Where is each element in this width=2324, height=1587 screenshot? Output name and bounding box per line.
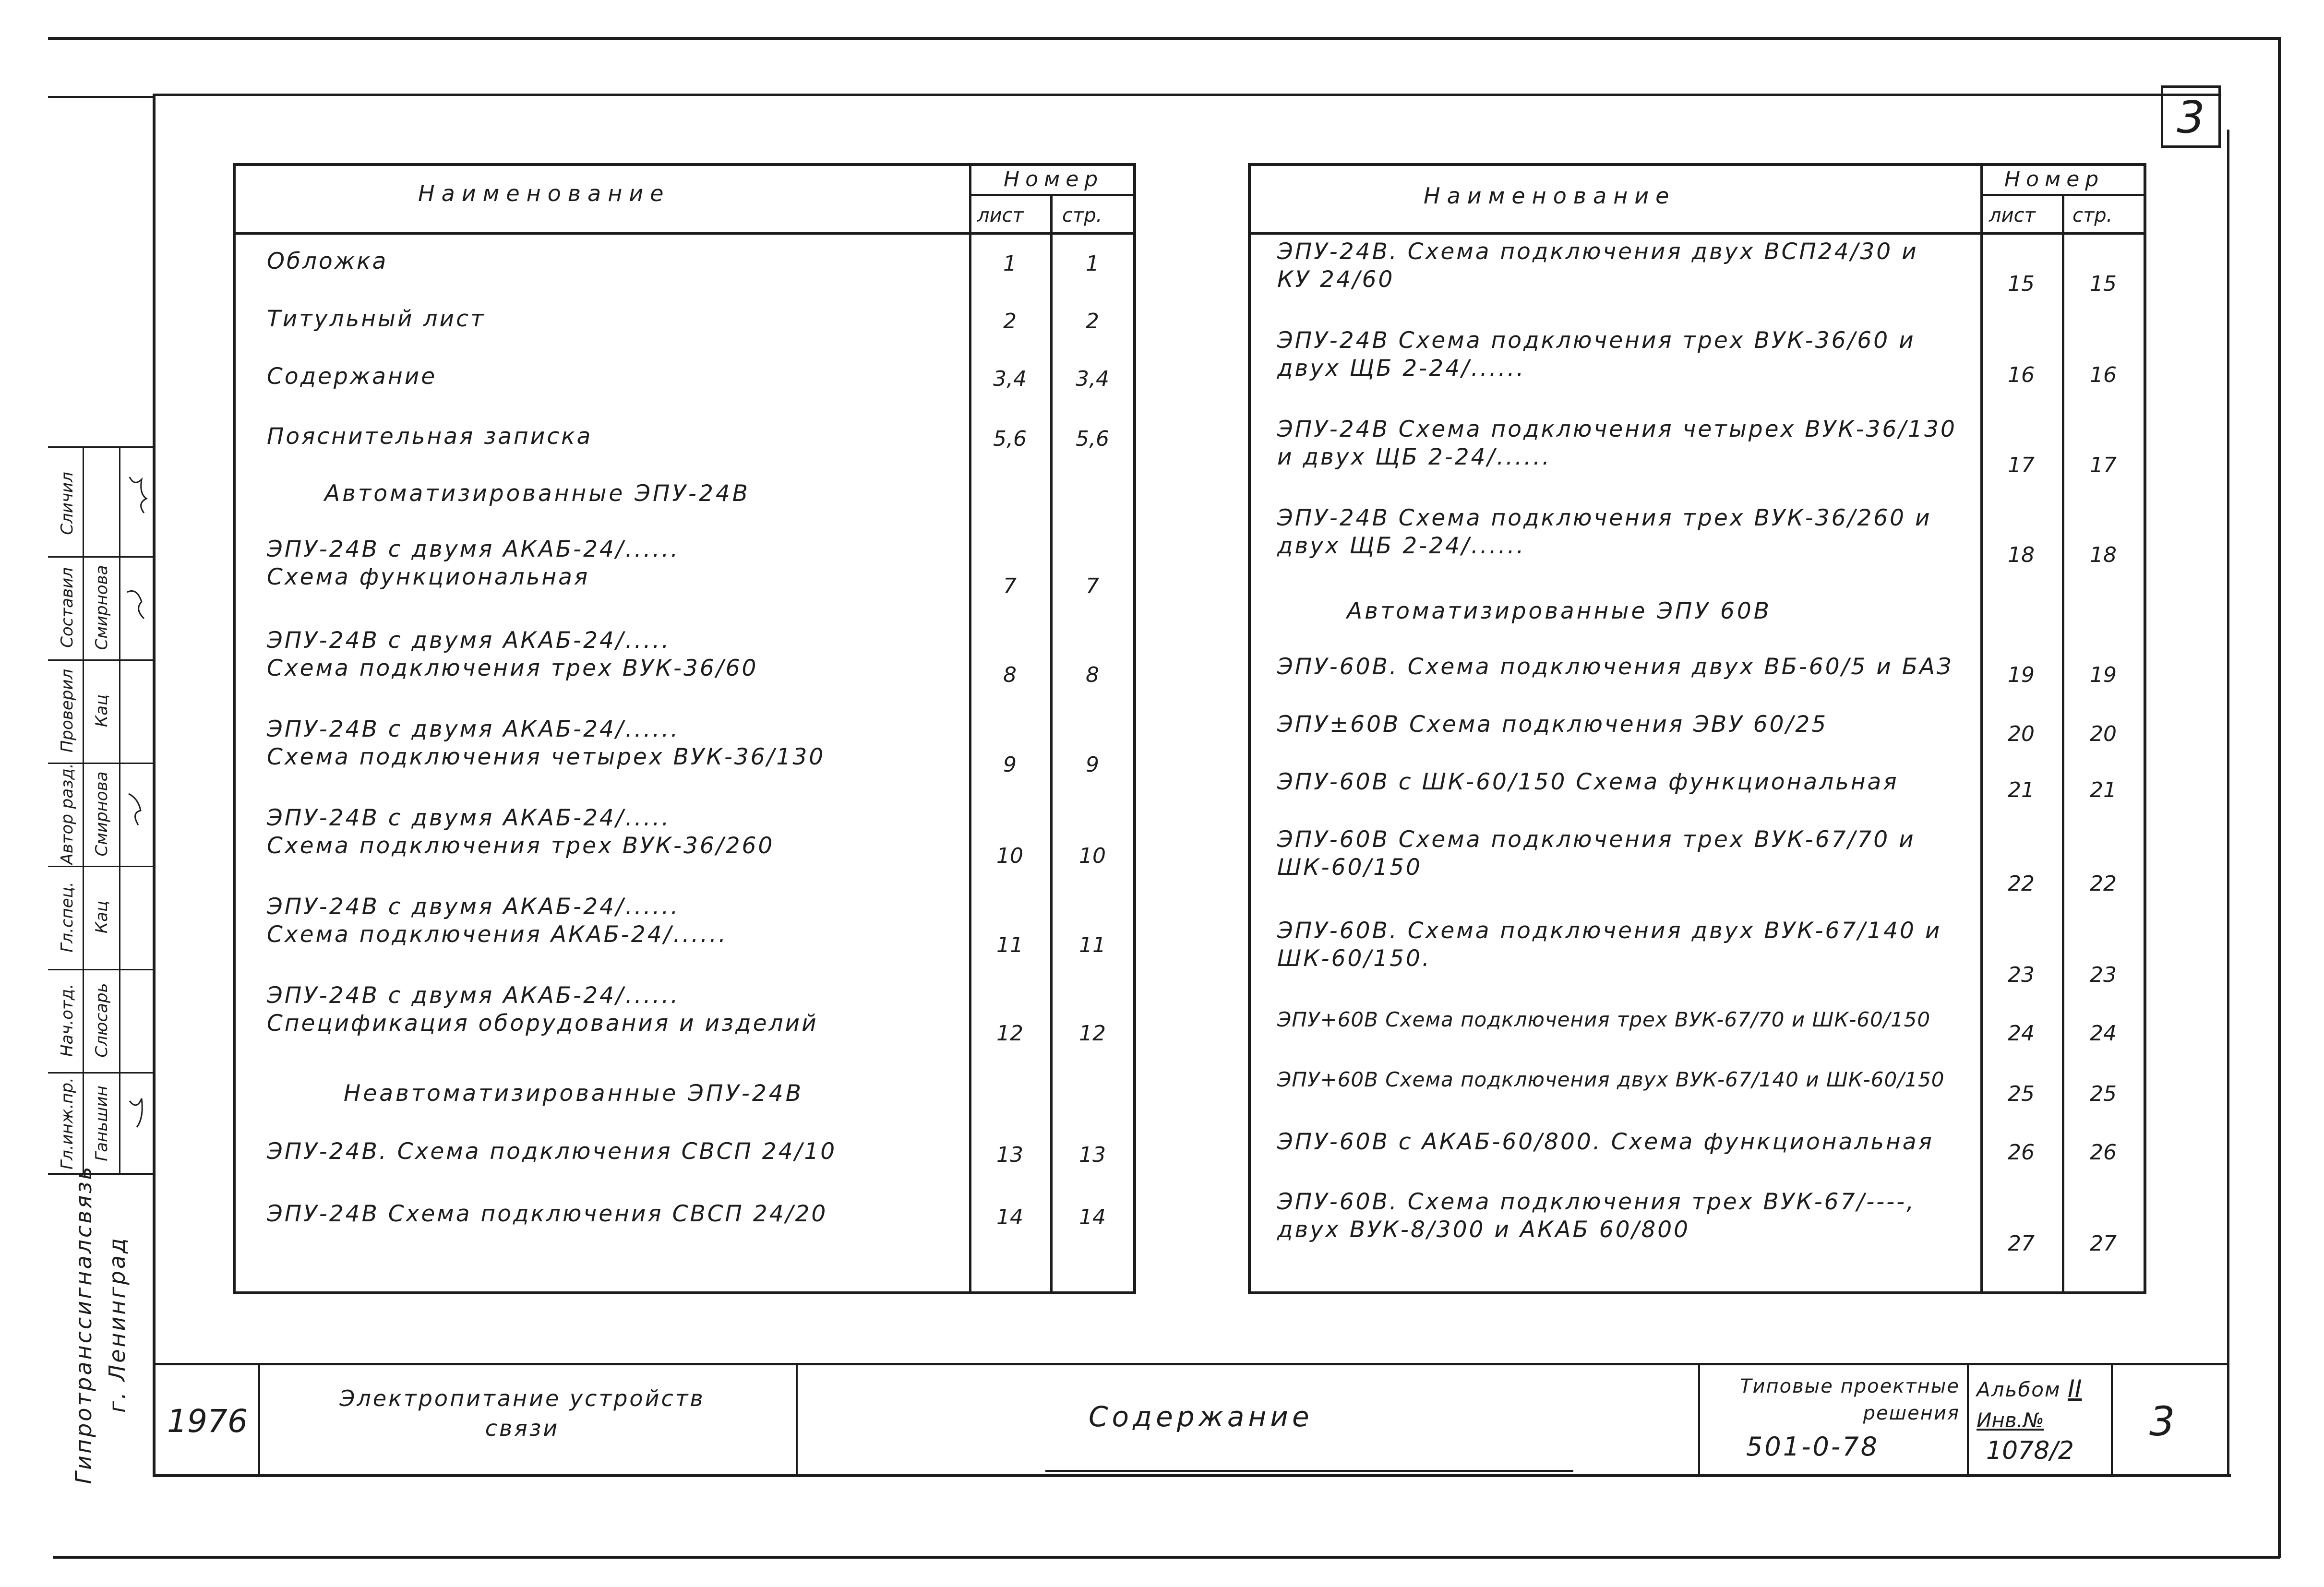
left-row-name: Обложка [267,248,388,274]
document-title: Содержание [1089,1400,1313,1433]
left-row-sheet: 9 [1003,752,1017,777]
right-row-page: 24 [2090,1021,2117,1046]
left-row-sheet: 3,4 [993,367,1027,391]
left-row-sheet: 8 [1003,663,1017,687]
year: 1976 [167,1403,248,1440]
left-row-name: Титульный лист [267,306,486,332]
left-row-page: 5,6 [1076,427,1109,451]
right-row-name: ЭПУ-24В Схема подключения четырех ВУК-36/130 и двух ЩБ 2-24/...... [1277,416,1957,470]
left-row-sheet: 13 [996,1143,1023,1167]
left-col-sheet-line [969,166,971,1291]
left-row-page: 10 [1079,844,1106,868]
top-border-line [48,37,2280,40]
right-row-name: ЭПУ-24В Схема подключения трех ВУК-36/260 и двух ЩБ 2-24/...... [1277,505,1932,559]
title-block-divider [2111,1364,2113,1476]
side-stamp-role: Гл.инж.пр. [58,1077,77,1169]
right-row-sheet: 16 [2008,363,2035,387]
right-header-name: Наименование [1424,183,1676,209]
right-row-sheet: 27 [2008,1231,2035,1256]
title-block-divider [153,1364,154,1476]
right-row-sheet: 15 [2008,272,2035,296]
side-stamp-role: Нач.отд. [58,983,77,1057]
side-stamp-role: Составил [58,567,77,648]
left-section-heading: Неавтоматизированные ЭПУ-24В [344,1080,803,1107]
title-block-divider [1698,1364,1700,1476]
right-header-page: стр. [2072,204,2113,227]
right-row-name: ЭПУ-60В. Схема подключения двух ВБ-60/5 и БАЗ [1277,654,1953,680]
right-row-name: ЭПУ-24В. Схема подключения двух ВСП24/30 и КУ 24/60 [1277,239,1918,293]
right-row-sheet: 17 [2008,453,2035,477]
left-row-name: ЭПУ-24В с двумя АКАБ-24/...... Схема функциональная [267,536,680,590]
side-stamp-name: Ганьшин [92,1086,111,1161]
left-row-name: ЭПУ-24В с двумя АКАБ-24/...... Схема подключения АКАБ-24/...... [267,894,728,948]
left-row-sheet: 7 [1003,574,1017,598]
right-row-sheet: 22 [2008,871,2035,896]
right-row-name: ЭПУ-24В Схема подключения трех ВУК-36/60 и двух ЩБ 2-24/...... [1277,327,1916,382]
side-stamp-name: Кац [92,694,111,728]
side-stamp [48,446,155,1175]
left-row-page: 13 [1079,1143,1106,1167]
side-stamp-extra-role: Сличил [58,472,77,535]
side-stamp-name: Смирнова [92,771,111,857]
right-row-name: ЭПУ-60В с АКАБ-60/800. Схема функциональная [1277,1129,1934,1155]
right-row-page: 18 [2090,543,2117,567]
left-row-sheet: 1 [1003,251,1017,276]
right-row-name: ЭПУ+60В Схема подключения трех ВУК-67/70 и ШК-60/150 [1277,1008,1931,1031]
title-block-divider [258,1364,260,1476]
left-row-page: 1 [1086,251,1099,276]
left-number-sub-line [969,194,1133,196]
right-row-sheet: 25 [2008,1082,2035,1106]
left-row-page: 7 [1086,574,1099,598]
right-row-name: ЭПУ-60В. Схема подключения двух ВУК-67/140 и ШК-60/150. [1277,918,1942,972]
left-row-name: ЭПУ-24В. Схема подключения СВСП 24/10 [267,1138,837,1165]
side-stamp-role: Автор разд. [58,763,77,865]
document-underline [1045,1470,1573,1472]
left-row-page: 2 [1086,309,1099,334]
right-row-name: ЭПУ±60В Схема подключения ЭВУ 60/25 [1277,711,1828,738]
left-row-name: ЭПУ-24В с двумя АКАБ-24/...... Спецификация оборудования и изделий [267,982,818,1037]
right-row-name: ЭПУ-60В Схема подключения трех ВУК-67/70 и ШК-60/150 [1277,826,1916,881]
page-number: 3 [2177,92,2205,143]
left-row-sheet: 14 [996,1205,1023,1229]
right-section-heading: Автоматизированные ЭПУ 60В [1347,598,1772,624]
side-stamp-role: Проверил [58,668,77,753]
left-row-name: Пояснительная записка [267,423,593,450]
bottom-border-line [53,1556,2280,1559]
series-label: Типовые проектные решения [1740,1375,1960,1424]
title-block [153,1364,2231,1476]
left-header-name: Наименование [418,180,671,206]
left-row-page: 11 [1079,933,1106,957]
organization-label-box [48,1165,153,1484]
side-stamp-role: Гл.спец. [58,882,77,953]
left-header-bottom-line [236,232,1133,235]
sheet-number: 3 [2149,1398,2175,1445]
right-row-page: 26 [2090,1140,2117,1165]
right-row-page: 16 [2090,363,2117,387]
inner-frame-right [2227,130,2229,1476]
title-block-divider [1967,1364,1969,1476]
right-header-number: Номер [2004,167,2105,191]
inventory-number: 1078/2 [1986,1436,2074,1465]
left-row-name: Содержание [267,363,437,390]
side-stamp-top-line [48,96,154,98]
right-border-line [2278,37,2281,1558]
right-row-page: 20 [2090,722,2117,746]
right-row-sheet: 20 [2008,722,2035,746]
side-stamp-name: Кац [92,900,111,934]
right-header-sheet: лист [1989,204,2036,227]
album-label: Альбом [1977,1378,2061,1401]
left-row-sheet: 11 [996,933,1023,957]
right-row-sheet: 21 [2008,778,2035,802]
right-header-bottom-line [1251,232,2144,235]
left-row-sheet: 10 [996,844,1023,868]
title-block-divider [796,1364,798,1476]
series-number: 501-0-78 [1746,1432,1880,1462]
left-row-name: ЭПУ-24В Схема подключения СВСП 24/20 [267,1201,828,1227]
right-row-name: ЭПУ-60В. Схема подключения трех ВУК-67/----, двух ВУК-8/300 и АКАБ 60/800 [1277,1189,1916,1243]
right-row-page: 21 [2090,778,2117,802]
inner-frame-top [153,94,2221,96]
right-row-sheet: 26 [2008,1140,2035,1165]
right-row-sheet: 18 [2008,543,2035,567]
side-stamp-name: Слюсарь [92,983,111,1058]
left-col-page-line [1050,194,1053,1291]
page-number-box [2161,85,2221,148]
left-row-sheet: 2 [1003,309,1017,334]
left-row-page: 3,4 [1076,367,1109,391]
right-row-name: ЭПУ-60В с ШК-60/150 Схема функциональная [1277,769,1899,795]
left-row-page: 8 [1086,663,1099,687]
right-row-page: 19 [2090,663,2117,687]
left-section-heading: Автоматизированные ЭПУ-24В [324,480,751,507]
left-row-page: 14 [1079,1205,1106,1229]
organization-label: Гипротранссигналсвязь г. Ленинград [71,1165,130,1484]
right-row-page: 23 [2090,963,2117,987]
right-row-page: 25 [2090,1082,2117,1106]
right-row-sheet: 19 [2008,663,2035,687]
left-row-sheet: 5,6 [993,427,1027,451]
left-row-name: ЭПУ-24В с двумя АКАБ-24/..... Схема подключения трех ВУК-36/60 [267,627,758,681]
left-row-name: ЭПУ-24В с двумя АКАБ-24/..... Схема подключения трех ВУК-36/260 [267,805,775,859]
left-header-page: стр. [1062,204,1102,227]
left-row-sheet: 12 [996,1021,1023,1046]
right-row-name: ЭПУ+60В Схема подключения двух ВУК-67/140 и ШК-60/150 [1277,1068,1945,1091]
right-row-page: 22 [2090,871,2117,896]
left-row-name: ЭПУ-24В с двумя АКАБ-24/...... Схема подключения четырех ВУК-36/130 [267,716,826,770]
right-row-page: 17 [2090,453,2117,477]
project-title: Электропитание устройств связи [339,1385,705,1441]
right-row-page: 15 [2090,272,2117,296]
left-contents-table [233,163,1136,1294]
left-header-sheet: лист [977,204,1024,227]
left-row-page: 9 [1086,752,1099,777]
left-row-page: 12 [1079,1021,1106,1046]
right-number-sub-line [1980,194,2144,196]
inventory-label: Инв.№ [1977,1408,2044,1432]
album-number: II [2068,1375,2082,1403]
right-row-sheet: 24 [2008,1021,2035,1046]
right-contents-table [1248,163,2146,1294]
right-row-sheet: 23 [2008,963,2035,987]
left-header-number: Номер [1004,167,1104,191]
side-stamp-name: Смирнова [92,565,111,650]
right-row-page: 27 [2090,1231,2117,1256]
signature-marks [120,448,153,1173]
